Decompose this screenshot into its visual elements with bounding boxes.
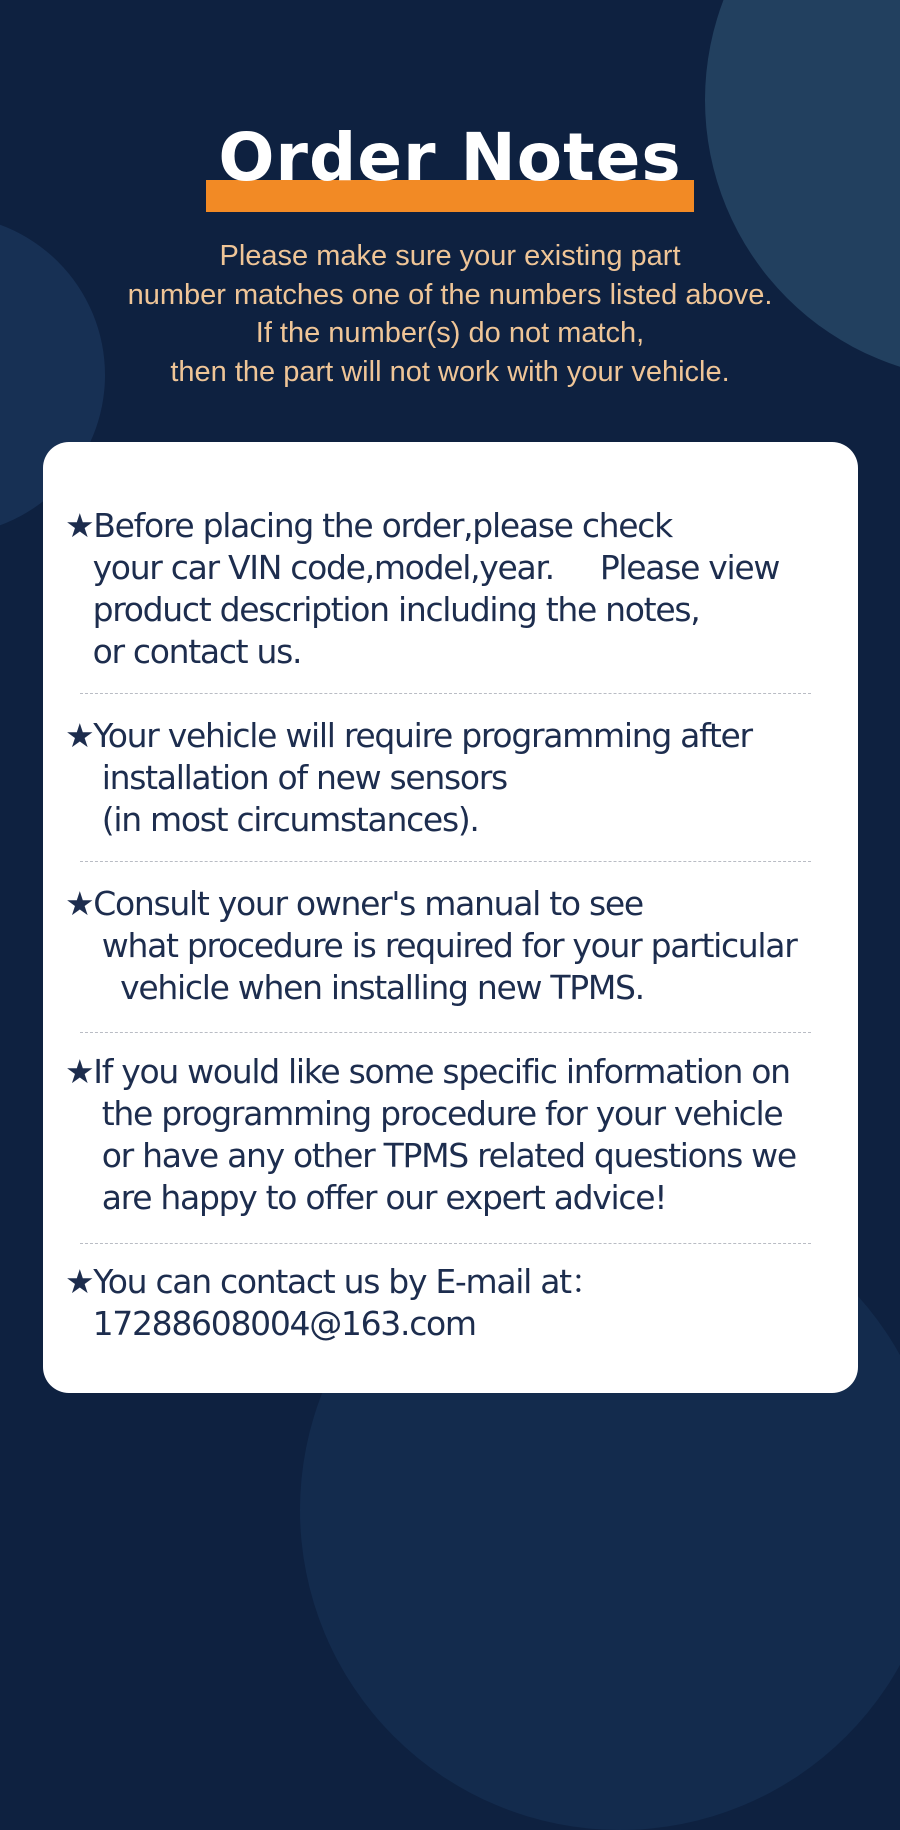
note-item-expert-advice — [65, 1051, 825, 1219]
note-item-owners-manual — [65, 883, 825, 1009]
contact-email[interactable]: 17288608004@163.com — [65, 1304, 476, 1343]
divider — [80, 1032, 811, 1033]
divider — [80, 861, 811, 862]
intro-line: number matches one of the numbers listed above. — [127, 278, 773, 311]
note-line: ★Consult your owner's manual to see — [65, 884, 643, 923]
title-block — [208, 118, 691, 198]
divider — [80, 1243, 811, 1244]
header — [0, 118, 900, 198]
note-line: ★Before placing the order,please check — [65, 506, 672, 545]
note-line: product description including the notes, — [65, 590, 700, 629]
page-title: Order Notes — [218, 119, 682, 196]
note-line: are happy to offer our expert advice! — [65, 1178, 667, 1217]
note-line: vehicle when installing new TPMS. — [65, 968, 644, 1007]
note-line: your car VIN code,model,year. Please view — [65, 548, 780, 587]
intro-line: If the number(s) do not match, — [255, 317, 645, 349]
intro-text — [0, 237, 900, 391]
note-line: or have any other TPMS related questions we — [65, 1136, 796, 1175]
note-line: ★Your vehicle will require programming after — [65, 716, 752, 755]
note-line: ★If you would like some specific information on — [65, 1052, 790, 1091]
note-item-programming — [65, 715, 825, 841]
note-line: ★You can contact us by E-mail at： — [65, 1262, 603, 1301]
note-item-check-vin — [65, 505, 825, 673]
note-item-contact — [65, 1261, 825, 1345]
note-line: what procedure is required for your particular — [65, 926, 797, 965]
intro-line: Please make sure your existing part — [219, 240, 681, 272]
divider — [80, 693, 811, 694]
intro-line: then the part will not work with your vehicle. — [170, 355, 730, 388]
notes-card — [43, 442, 858, 1393]
note-line: installation of new sensors — [65, 758, 507, 797]
note-line: or contact us. — [65, 632, 302, 671]
note-line: the programming procedure for your vehicle — [65, 1094, 783, 1133]
note-line: (in most circumstances). — [65, 800, 479, 839]
